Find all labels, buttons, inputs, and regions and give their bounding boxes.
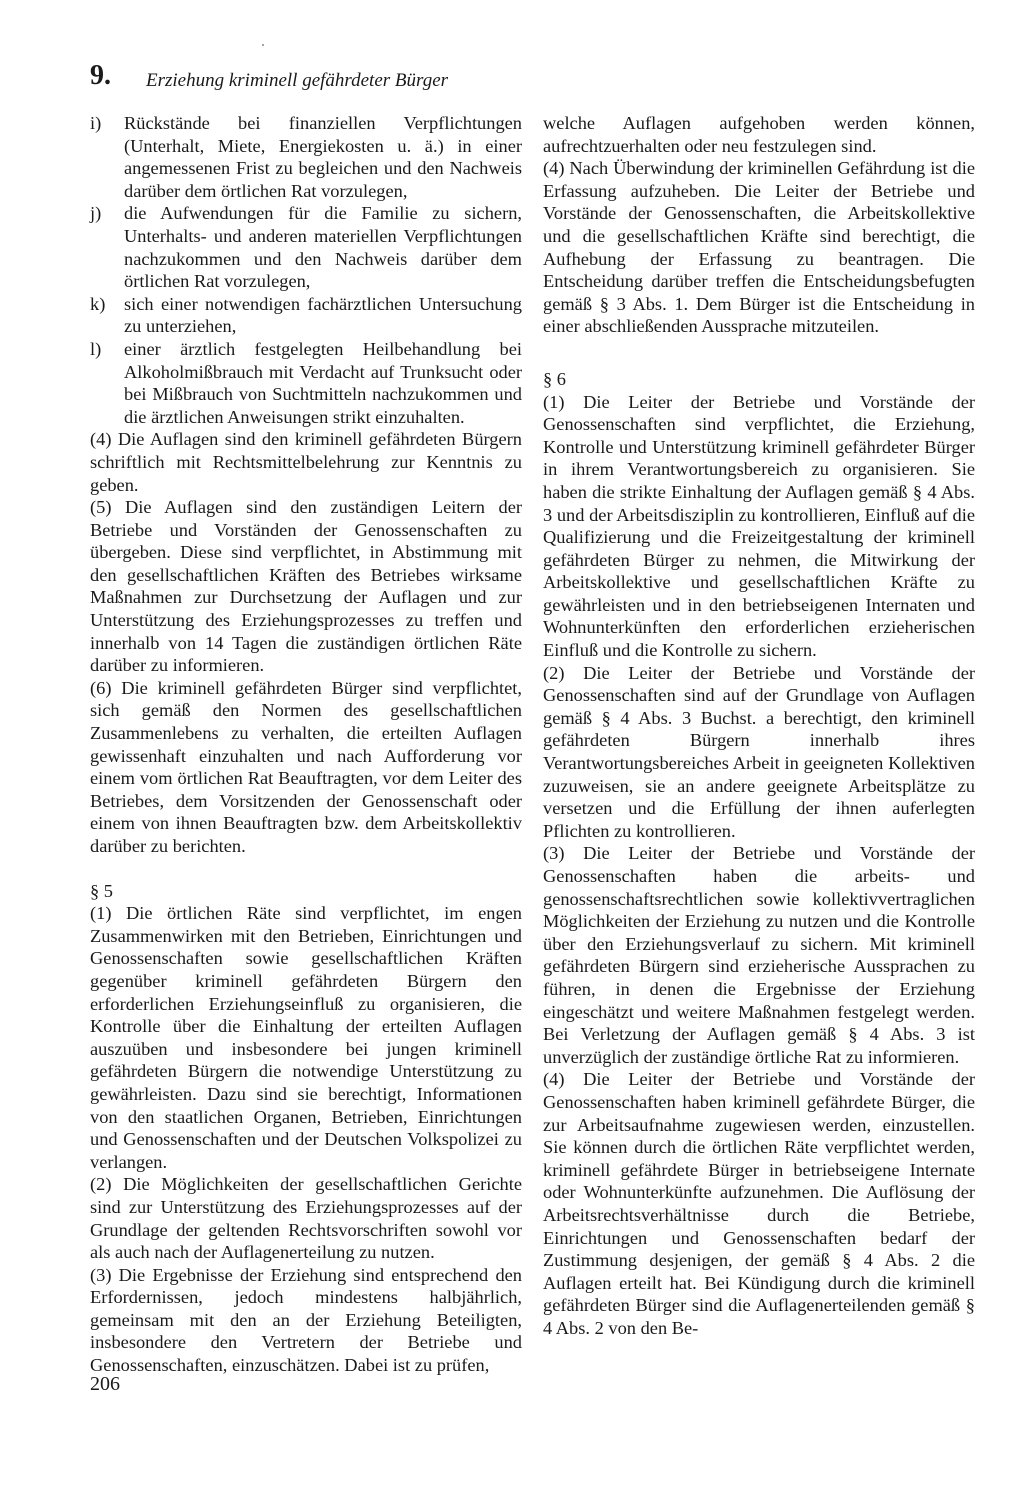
list-item [90,202,522,292]
section-5-paragraph-1: (1) Die örtlichen Räte sind verpflichtet, im engen Zusammenwirken mit den Betrieben, Einrichtungen und Genossenschaften sowie gesellschaftlichen Kräften gegenüber kriminell gefährdeten Bürgern den erforderlichen Erziehungseinfluß zu organisieren, die Kontrolle über die Einhaltung der erteilten Auflagen auszuüben und insbesondere bei jungen kriminell gefährdeten Bürgern die notwendige Unterstützung zu gewährleisten. Dazu sind sie berechtigt, Informationen von den staatlichen Organen, Betrieben, Einrichtungen und Genossenschaften und der Deutschen Volkspolizei zu verlangen. [90,903,522,1172]
list-marker: k) [90,293,106,314]
list-marker: j) [90,203,102,224]
section-5-paragraph-3: (3) Die Ergebnisse der Erziehung sind entsprechend den Erfordernissen, jedoch mindestens halbjährlich, gemeinsam mit den an der Erziehung Beteiligten, insbesondere den Vertretern der Betriebe und Genossenschaften, einzuschätzen. Dabei ist zu prüfen, [90,1264,522,1376]
list-marker: l) [90,338,102,359]
chapter-title: Erziehung kriminell gefährdeter Bürger [146,70,449,91]
page-number: 206 [90,1373,120,1395]
list-marker: i) [90,113,102,133]
scan-speck [262,44,264,46]
list-item-text: Rückstände bei finanziellen Verpflichtungen (Unterhalt, Miete, Energiekosten u. ä.) in einer angemessenen Frist zu begleichen und den Nachweis darüber dem örtlichen Rat vorzulegen, [124,113,522,201]
paragraph-6: (6) Die kriminell gefährdeten Bürger sind verpflichtet, sich gemäß den Normen des gesellschaftlichen Zusammenlebens zu verhalten, die erteilten Auflagen gewissenhaft einzuhalten und nach Aufforderung vor einem vom örtlichen Rat Beauftragten, vor dem Leiter des Betriebes, dem Vorsitzenden der Genossenschaft oder einem von ihnen Beauftragten bzw. dem Arbeitskollektiv darüber zu berichten. [90,677,522,856]
chapter-number: 9. [90,60,111,91]
section-5-paragraph-2: (2) Die Möglichkeiten der gesellschaftlichen Gerichte sind zur Unterstützung des Erziehungsprozesses auf der Grundlage der geltenden Rechtsvorschriften sowohl vor als auch nach der Auflagenerteilung zu nutzen. [90,1174,522,1263]
list-item-text: die Aufwendungen für die Familie zu sichern, Unterhalts- und anderen materiellen Verpflichtungen nachzukommen und den Nachweis darüber dem örtlichen Rat vorzulegen, [124,203,522,292]
section-6-paragraph-2: (2) Die Leiter der Betriebe und Vorstände der Genossenschaften sind auf der Grundlage von Auflagen gemäß § 4 Abs. 3 Buchst. a berechtigt, den kriminell gefährdeten Bürgern innerhalb ihres Verantwortungsbereiches Arbeit in geeigneten Kollektiven zuzuweisen, sie an andere geeignete Arbeitsplätze zu versetzen und die Erfüllung der ihnen auferlegten Pflichten zu kontrollieren. [543,662,975,841]
section-6-paragraph-1: (1) Die Leiter der Betriebe und Vorstände der Genossenschaften sind verpflichtet, die Erziehung, Kontrolle und Unterstützung kriminell gefährdeter Bürger in ihrem Verantwortungsbereich zu organisieren. Sie haben die strikte Einhaltung der Auflagen gemäß § 4 Abs. 3 und der Arbeitsdisziplin zu kontrollieren, Einfluß auf die Qualifizierung und die Freizeitgestaltung der kriminell gefährdeten Bürger zu nehmen, die Mitwirkung der Arbeitskollektive und gesellschaftlichen Kräfte zu gewährleisten und in den betriebseigenen Internaten und Wohnunterkünften den erforderlichen erzieherischen Einfluß und die Kontrolle zu sichern. [543,391,975,661]
paragraph-4: (4) Die Auflagen sind den kriminell gefährdeten Bürgern schriftlich mit Rechtsmittelbelehrung zur Kenntnis zu geben. [90,429,522,495]
section-5-paragraph-4: (4) Nach Überwindung der kriminellen Gefährdung ist die Erfassung aufzuheben. Die Leiter der Betriebe und Vorstände der Genossenschaften, die Arbeitskollektive und die gesellschaftlichen Kräfte sind berechtigt, die Aufhebung der Erfassung zu beantragen. Die Entscheidung darüber treffen die Entscheidungsbefugten gemäß § 3 Abs. 1. Dem Bürger ist die Entscheidung in einer abschließenden Aussprache mitzuteilen. [543,158,975,337]
continuation-text: welche Auflagen aufgehoben werden können, aufrechtzuerhalten oder neu festzulegen sind. [543,113,975,156]
paragraph-5: (5) Die Auflagen sind den zuständigen Leitern der Betriebe und Vorständen der Genossenschaften zu übergeben. Diese sind verpflichtet, in Abstimmung mit den gesellschaftlichen Kräften des Betriebes wirksame Maßnahmen zur Durchsetzung der Auflagen und zur Unterstützung des Erziehungsprozesses zu treffen und innerhalb von 14 Tagen die zuständigen örtlichen Räte darüber zu informieren. [90,497,522,676]
section-6-paragraph-3: (3) Die Leiter der Betriebe und Vorstände der Genossenschaften haben die arbeits- und genossenschaftsrechtlichen sowie kollektivvertraglichen Möglichkeiten der Erziehung zu nutzen und die Kontrolle über den Erziehungsverlauf zu sichern. Mit kriminell gefährdeten Bürgern sind erzieherische Aussprachen zu führen, in denen die Ergebnisse der Erziehung eingeschätzt und weitere Maßnahmen festgelegt werden. Bei Verletzung der Auflagen gemäß § 4 Abs. 3 ist unverzüglich der zuständige örtliche Rat zu informieren. [543,843,975,1067]
list-item-text: einer ärztlich festgelegten Heilbehandlung bei Alkoholmißbrauch mit Verdacht auf Trunksucht oder bei Mißbrauch von Suchtmitteln nachzukommen und die ärztlichen Anweisungen strikt einzuhalten. [124,338,522,427]
section-6-paragraph-4: (4) Die Leiter der Betriebe und Vorstände der Genossenschaften haben kriminell gefährdete Bürger, die zur Arbeitsaufnahme zugewiesen werden, einzustellen. Sie können durch die örtlichen Räte verpflichtet werden, kriminell gefährdete Bürger in betriebseigene Internate oder Wohnunterkünfte aufzunehmen. Die Auflösung der Arbeitsrechtsverhältnisse durch die Betriebe, Einrichtungen und Genossenschaften bedarf der Zustimmung desjenigen, der gemäß § 4 Abs. 2 die Auflagen erteilt hat. Bei Kündigung durch die kriminell gefährdeten Bürger sind die Auflagenerteilenden gemäß § 4 Abs. 2 von den Be- [543,1069,975,1338]
section-5-heading: § 5 [90,880,113,901]
right-column [543,112,975,1339]
running-header [90,60,950,100]
list-item [90,112,522,202]
left-column [90,112,522,1377]
section-6-heading: § 6 [543,368,566,389]
list-item-text: sich einer notwendigen fachärztlichen Untersuchung zu unterziehen, [124,293,522,337]
list-item [90,338,522,428]
list-item [90,293,522,338]
